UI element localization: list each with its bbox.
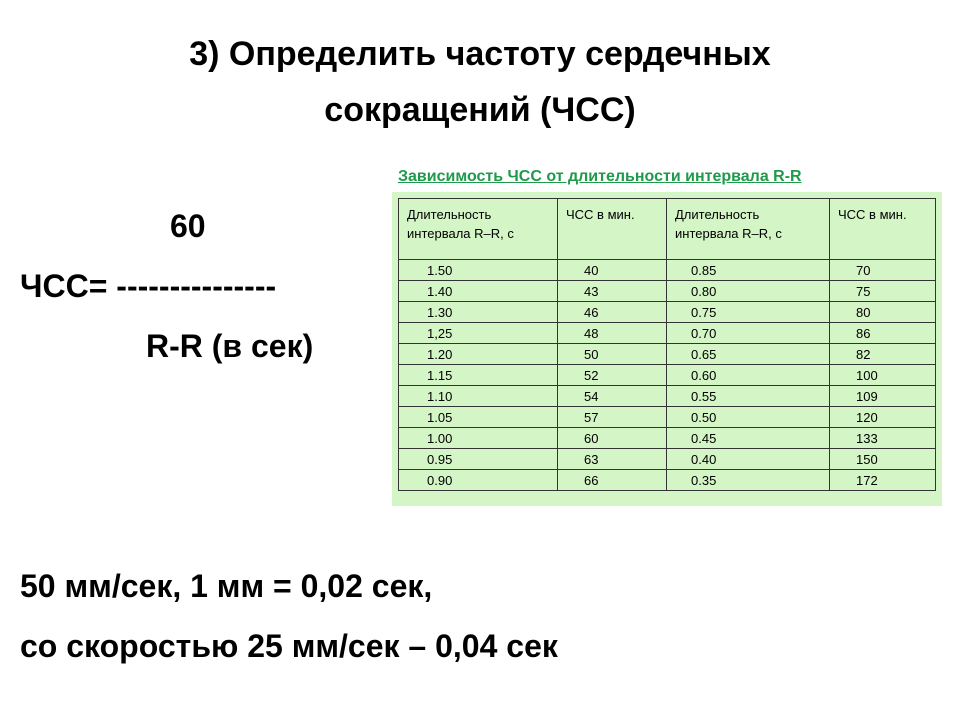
table-cell: 0.90 xyxy=(399,470,558,491)
table-container xyxy=(392,192,942,506)
table-cell: 46 xyxy=(558,302,667,323)
table-row xyxy=(399,386,936,407)
header-rr-2: Длительность интервала R–R, с xyxy=(667,199,830,260)
table-cell: 86 xyxy=(830,323,936,344)
table-row xyxy=(399,302,936,323)
table-row xyxy=(399,365,936,386)
table-cell: 0.65 xyxy=(667,344,830,365)
table-row xyxy=(399,449,936,470)
table-cell: 109 xyxy=(830,386,936,407)
table-cell: 1.30 xyxy=(399,302,558,323)
formula-lhs: ЧСС= --------------- xyxy=(20,268,277,304)
table-cell: 120 xyxy=(830,407,936,428)
table-row xyxy=(399,323,936,344)
table-cell: 52 xyxy=(558,365,667,386)
table-cell: 1.20 xyxy=(399,344,558,365)
table-row xyxy=(399,281,936,302)
slide-title xyxy=(0,26,960,138)
table-cell: 0.80 xyxy=(667,281,830,302)
table-cell: 75 xyxy=(830,281,936,302)
note-speed-25: со скоростью 25 мм/сек – 0,04 сек xyxy=(20,628,558,664)
table-cell: 1.00 xyxy=(399,428,558,449)
title-line-2: сокращений (ЧСС) xyxy=(324,91,636,129)
table-cell: 0.75 xyxy=(667,302,830,323)
table-row xyxy=(399,344,936,365)
table-cell: 150 xyxy=(830,449,936,470)
table-header-row xyxy=(399,199,936,260)
table-cell: 43 xyxy=(558,281,667,302)
table-cell: 100 xyxy=(830,365,936,386)
table-caption: Зависимость ЧСС от длительности интервала R-R xyxy=(398,168,802,185)
table-cell: 63 xyxy=(558,449,667,470)
formula-denominator: R-R (в сек) xyxy=(146,328,314,364)
header-hr-2: ЧСС в мин. xyxy=(830,199,936,260)
title-line-1: 3) Определить частоту сердечных xyxy=(189,35,771,73)
table-cell: 0.85 xyxy=(667,260,830,281)
hr-table xyxy=(398,198,936,491)
table-cell: 0.35 xyxy=(667,470,830,491)
header-rr-1: Длительность интервала R–R, с xyxy=(399,199,558,260)
header-hr-1: ЧСС в мин. xyxy=(558,199,667,260)
table-row xyxy=(399,428,936,449)
table-cell: 82 xyxy=(830,344,936,365)
table-cell: 0.55 xyxy=(667,386,830,407)
table-cell: 0.45 xyxy=(667,428,830,449)
table-cell: 1.10 xyxy=(399,386,558,407)
formula-numerator: 60 xyxy=(170,208,206,244)
table-cell: 133 xyxy=(830,428,936,449)
table-cell: 80 xyxy=(830,302,936,323)
table-cell: 48 xyxy=(558,323,667,344)
table-cell: 1.40 xyxy=(399,281,558,302)
table-cell: 1,25 xyxy=(399,323,558,344)
table-cell: 50 xyxy=(558,344,667,365)
table-row xyxy=(399,260,936,281)
table-cell: 0.70 xyxy=(667,323,830,344)
table-cell: 66 xyxy=(558,470,667,491)
note-speed-50: 50 мм/сек, 1 мм = 0,02 сек, xyxy=(20,568,433,604)
table-row xyxy=(399,470,936,491)
table-cell: 0.60 xyxy=(667,365,830,386)
table-cell: 54 xyxy=(558,386,667,407)
table-cell: 57 xyxy=(558,407,667,428)
table-cell: 1.15 xyxy=(399,365,558,386)
table-body xyxy=(399,260,936,491)
table-row xyxy=(399,407,936,428)
table-cell: 1.50 xyxy=(399,260,558,281)
table-cell: 60 xyxy=(558,428,667,449)
table-cell: 0.40 xyxy=(667,449,830,470)
table-cell: 1.05 xyxy=(399,407,558,428)
table-cell: 172 xyxy=(830,470,936,491)
table-cell: 0.50 xyxy=(667,407,830,428)
table-cell: 40 xyxy=(558,260,667,281)
table-cell: 70 xyxy=(830,260,936,281)
table-cell: 0.95 xyxy=(399,449,558,470)
